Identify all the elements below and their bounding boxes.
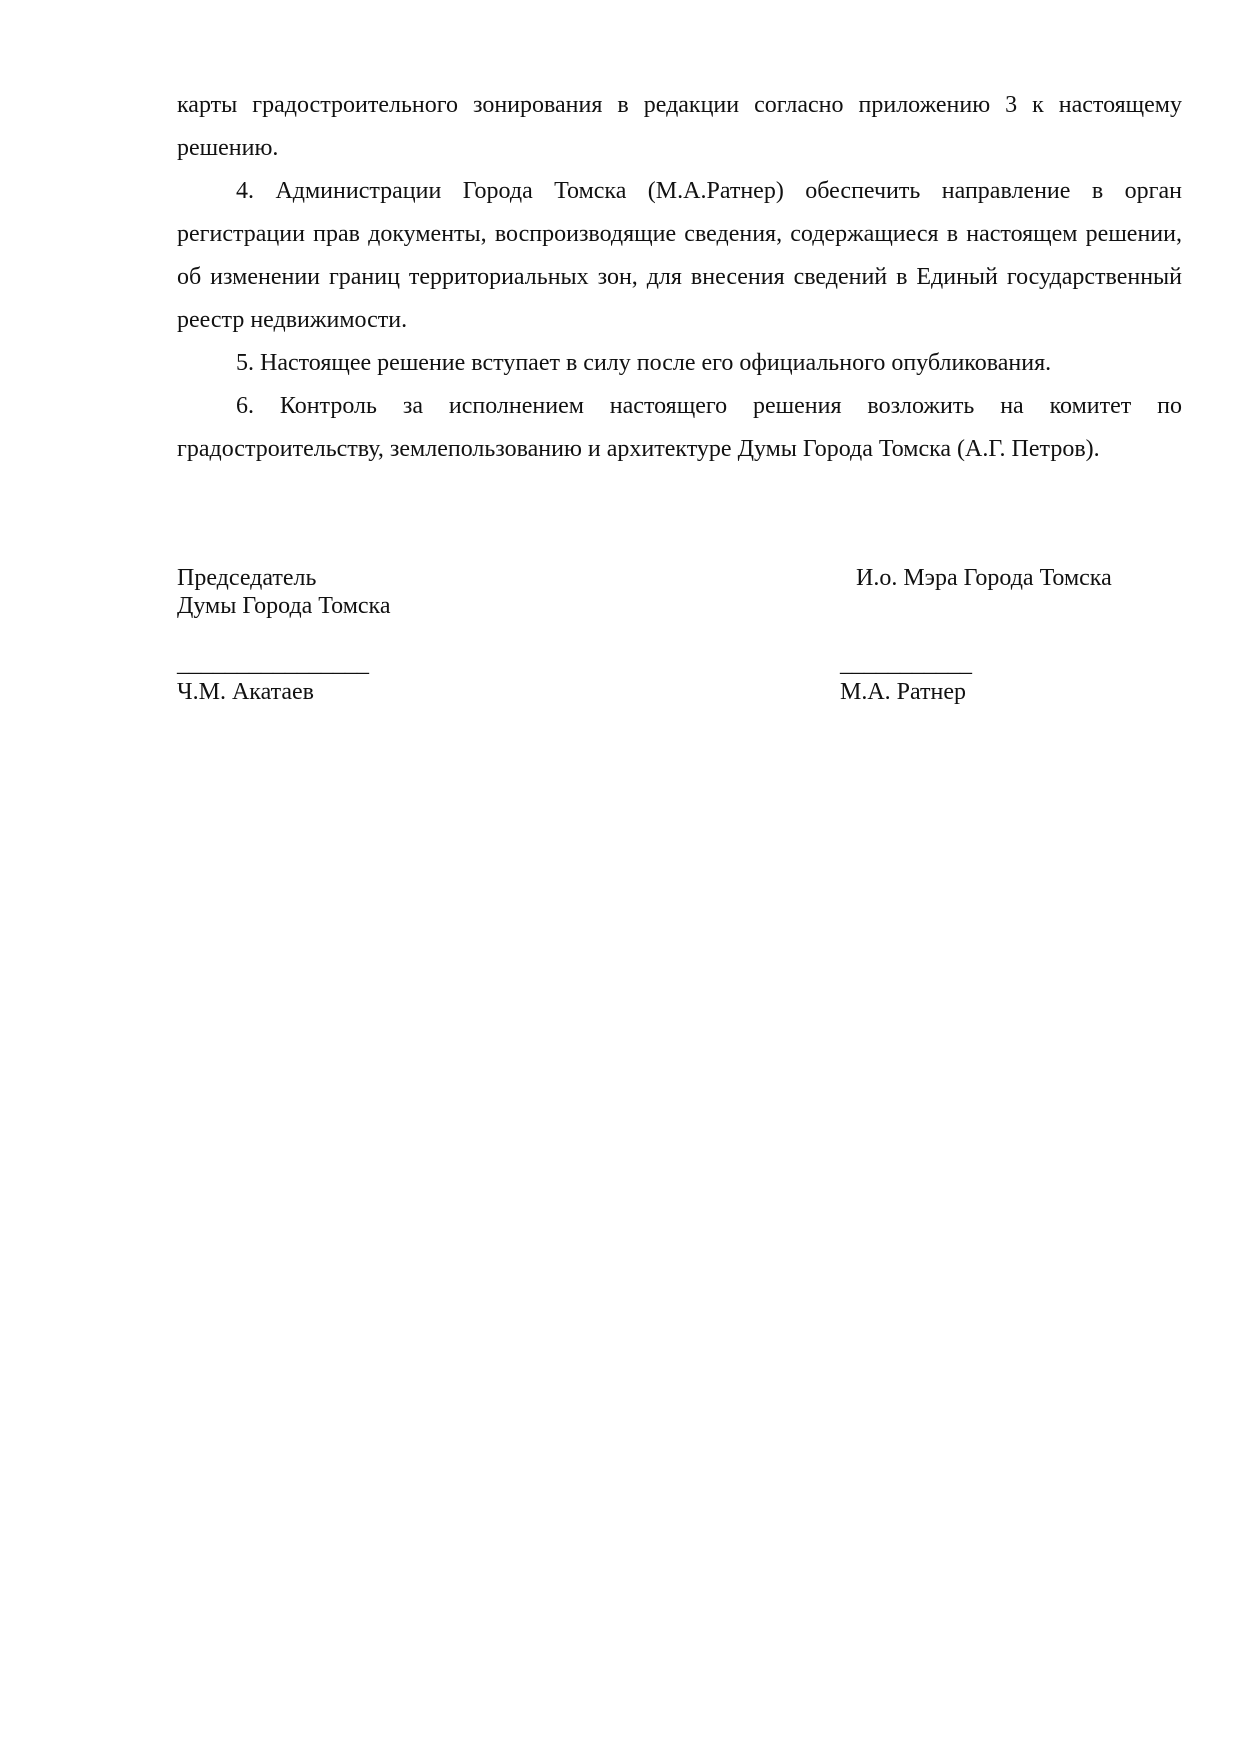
paragraph-item-4: 4. Администрации Города Томска (М.А.Ратнер) обеспечить направление в орган регистрации прав документы, воспроизводящие сведения, содержащиеся в настоящем решении, об изменении границ территориальных зон, для внесения сведений в Единый государственный реестр недвижимости. xyxy=(177,178,1182,333)
mayor-title: И.о. Мэра Города Томска xyxy=(856,565,1112,591)
paragraph-continuation: карты градостроительного зонирования в редакции согласно приложению 3 к настоящему решению. xyxy=(177,92,1182,161)
paragraph-item-6: 6. Контроль за исполнением настоящего решения возложить на комитет по градостроительству, землепользованию и архитектуре Думы Города Томска (А.Г. Петров). xyxy=(177,393,1182,462)
document-body xyxy=(177,84,1182,471)
paragraph-item-5: 5. Настоящее решение вступает в силу после его официального опубликования. xyxy=(236,350,1052,376)
mayor-title-block xyxy=(856,564,1112,592)
chairman-title-block xyxy=(177,564,391,620)
mayor-signature-underscore: ___________ xyxy=(840,651,972,677)
mayor-name: М.А. Ратнер xyxy=(840,679,967,705)
chairman-name: Ч.М. Акатаев xyxy=(177,679,315,705)
chairman-title-line2: Думы Города Томска xyxy=(177,593,391,619)
chairman-signature-underscore: ________________ xyxy=(177,651,369,677)
mayor-signature-line xyxy=(840,650,972,706)
chairman-title-line1: Председатель xyxy=(177,565,317,591)
chairman-signature-line xyxy=(177,650,369,706)
